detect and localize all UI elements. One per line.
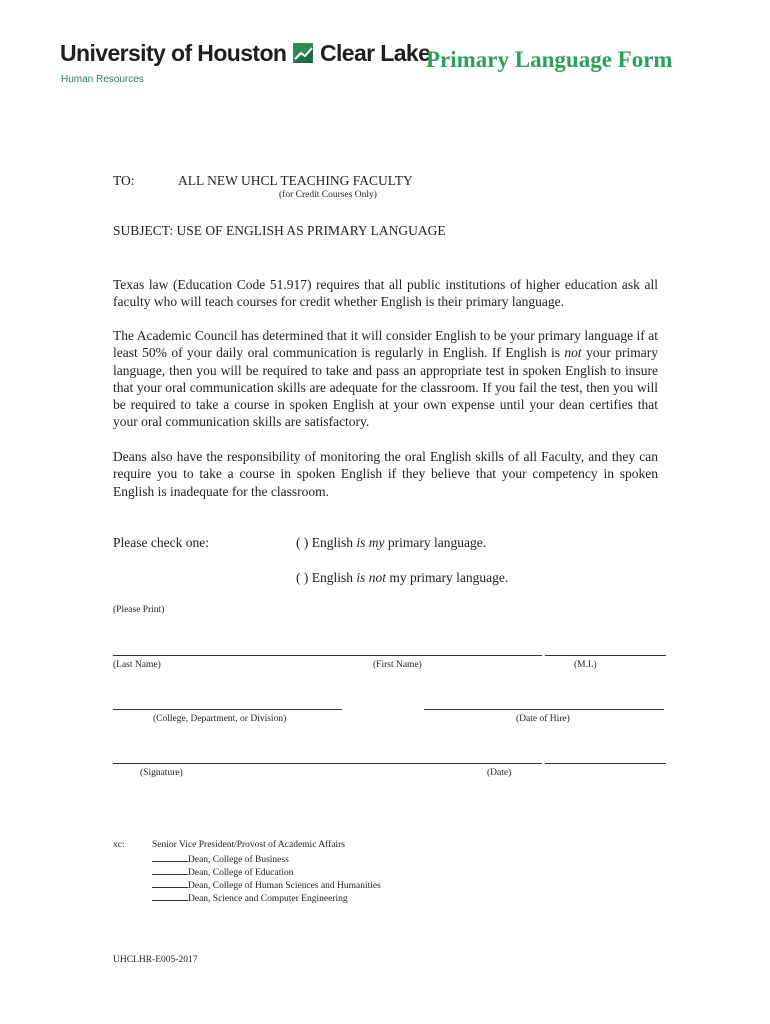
cc-item [152, 892, 348, 904]
college-label: (College, Department, or Division) [153, 714, 287, 724]
option-english-primary[interactable] [296, 535, 486, 551]
mi-line[interactable] [545, 655, 666, 656]
logo-text-clear-lake: Clear Lake [319, 40, 431, 66]
signature-label: (Signature) [140, 768, 183, 778]
last-name-label: (Last Name) [113, 660, 161, 670]
to-label: TO: [113, 173, 135, 188]
option-emphasis: is not [356, 570, 387, 585]
form-code: UHCLHR-E005-2017 [113, 955, 198, 965]
to-value: ALL NEW UHCL TEACHING FACULTY [178, 173, 413, 188]
cc-label: xc: [113, 840, 125, 850]
date-line[interactable] [545, 763, 666, 764]
to-note: (for Credit Courses Only) [279, 190, 377, 200]
logo-subtitle: Human Resources [61, 74, 144, 85]
logo-text-university: University of Houston [60, 40, 287, 66]
last-first-name-line[interactable] [113, 655, 542, 656]
option-text: English [311, 570, 354, 585]
paragraph-emphasis: not [564, 345, 582, 361]
check-prompt: Please check one: [113, 535, 209, 550]
checkbox-english-not-primary[interactable]: ( ) [296, 570, 309, 585]
cc-item: Senior Vice President/Provost of Academic Affairs [152, 840, 346, 850]
date-label: (Date) [487, 768, 512, 778]
cc-check-line[interactable] [152, 892, 188, 901]
cc-check-line[interactable] [152, 853, 188, 862]
cc-item-text: Dean, Science and Computer Engineering [188, 894, 348, 904]
cc-item [152, 853, 289, 865]
hire-date-label: (Date of Hire) [516, 714, 570, 724]
cc-item-text: Dean, College of Education [188, 868, 294, 878]
signature-line[interactable] [113, 763, 542, 764]
logo-mark-icon [293, 43, 313, 63]
cc-item [152, 879, 381, 891]
paragraph-deans: Deans also have the responsibility of monitoring the oral English skills of all Faculty, and they can require you to take a course in spoken English if they believe that your competency in spoken English is inadequate for the classroom. [113, 449, 658, 499]
paragraph-academic-council [113, 327, 658, 431]
print-note: (Please Print) [113, 605, 165, 615]
cc-item-text: Dean, College of Human Sciences and Humanities [188, 881, 381, 891]
hire-date-line[interactable] [424, 709, 664, 710]
subject-line: SUBJECT: USE OF ENGLISH AS PRIMARY LANGUAGE [113, 223, 446, 238]
first-name-label: (First Name) [373, 660, 422, 670]
paragraph-text: your primary language, then you will be required to take and pass an appropriate test in spoken English to insure that your oral communication skills are adequate for the classroom. If you fail the test, then you will be required to take a course in spoken English at your own expense until your dean certifies that your oral communication skills are satisfactory. [113, 345, 659, 430]
option-emphasis: is my [356, 535, 385, 550]
cc-check-line[interactable] [152, 866, 188, 875]
checkbox-english-primary[interactable]: ( ) [296, 535, 309, 550]
option-text: primary language. [387, 535, 487, 550]
cc-check-line[interactable] [152, 879, 188, 888]
form-title: Primary Language Form [426, 47, 673, 72]
option-text: English [311, 535, 354, 550]
cc-item [152, 866, 294, 878]
college-line[interactable] [113, 709, 342, 710]
university-logo [60, 40, 430, 67]
paragraph-texas-law: Texas law (Education Code 51.917) requires that all public institutions of higher education ask all faculty who will teach courses for credit whether English is their primary language. [113, 277, 658, 310]
paragraph-text: The Academic Council has determined that it will consider English to be your primary language if at least 50% of your daily oral communication is regularly in English. If English is [113, 328, 658, 361]
cc-item-text: Dean, College of Business [188, 855, 289, 865]
option-text: my primary language. [389, 570, 509, 585]
mi-label: (M.I.) [574, 660, 597, 670]
option-english-not-primary[interactable] [296, 570, 508, 586]
